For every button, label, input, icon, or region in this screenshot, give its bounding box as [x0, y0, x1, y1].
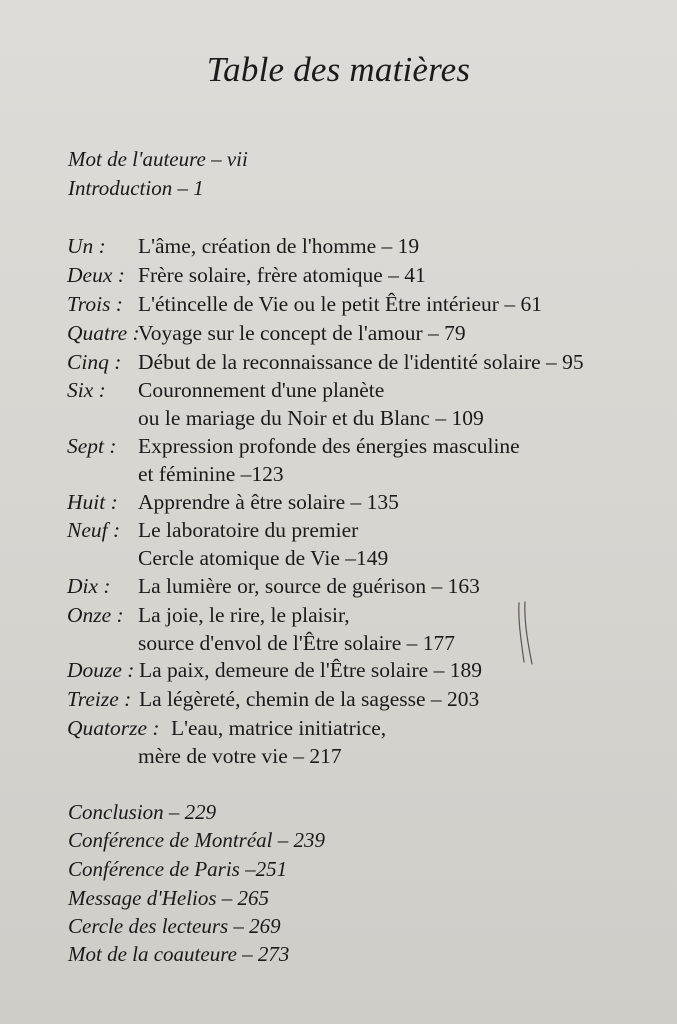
chapter-label: Treize :: [67, 687, 132, 711]
chapter-label: Quatorze :: [67, 716, 160, 740]
chapter-title: Voyage sur le concept de l'amour – 79: [138, 321, 466, 345]
chapter-label: Deux :: [67, 263, 125, 287]
page-title: Table des matières: [206, 50, 471, 89]
chapter-label: Dix :: [67, 574, 111, 598]
back-item-conclusion: Conclusion – 229: [68, 800, 217, 824]
chapter-title-continued: ou le mariage du Noir et du Blanc – 109: [138, 406, 484, 430]
chapter-label: Quatre :: [67, 321, 140, 345]
chapter-title: Couronnement d'une planète: [138, 378, 385, 402]
chapter-title-continued: mère de votre vie – 217: [138, 744, 342, 768]
chapter-title: Expression profonde des énergies masculine: [138, 434, 520, 458]
front-item-introduction: Introduction – 1: [68, 176, 204, 200]
chapter-label: Trois :: [67, 292, 123, 316]
chapter-label: Onze :: [67, 603, 124, 627]
chapter-label: Neuf :: [67, 518, 121, 542]
back-item-coauthor: Mot de la coauteure – 273: [68, 942, 290, 966]
chapter-title: Apprendre à être solaire – 135: [138, 490, 399, 514]
chapter-label: Six :: [67, 378, 106, 402]
chapter-title-continued: source d'envol de l'Être solaire – 177: [138, 631, 456, 655]
chapter-title: L'étincelle de Vie ou le petit Être intérieur – 61: [138, 292, 542, 316]
chapter-title: L'eau, matrice initiatrice,: [171, 716, 387, 740]
chapter-label: Un :: [67, 234, 106, 258]
chapter-title: Début de la reconnaissance de l'identité solaire – 95: [138, 350, 584, 374]
chapter-title: Le laboratoire du premier: [138, 518, 359, 542]
chapter-title: La paix, demeure de l'Être solaire – 189: [139, 658, 482, 682]
chapter-label: Cinq :: [67, 350, 122, 374]
chapter-label: Sept :: [67, 434, 117, 458]
chapter-label: Huit :: [67, 490, 118, 514]
chapter-title: La lumière or, source de guérison – 163: [138, 574, 480, 598]
chapter-title-continued: Cercle atomique de Vie –149: [138, 546, 389, 570]
back-item-montreal: Conférence de Montréal – 239: [68, 828, 325, 852]
back-item-readers: Cercle des lecteurs – 269: [68, 914, 281, 938]
chapter-title: La joie, le rire, le plaisir,: [138, 603, 350, 627]
pencil-mark-icon: [512, 600, 542, 670]
back-item-paris: Conférence de Paris –251: [68, 857, 288, 881]
chapter-label: Douze :: [67, 658, 135, 682]
back-item-helios: Message d'Helios – 265: [68, 886, 270, 910]
front-item-author-note: Mot de l'auteure – vii: [68, 147, 248, 171]
chapter-title-continued: et féminine –123: [138, 462, 284, 486]
chapter-title: Frère solaire, frère atomique – 41: [138, 263, 426, 287]
chapter-title: L'âme, création de l'homme – 19: [138, 234, 420, 258]
chapter-title: La légèreté, chemin de la sagesse – 203: [139, 687, 480, 711]
